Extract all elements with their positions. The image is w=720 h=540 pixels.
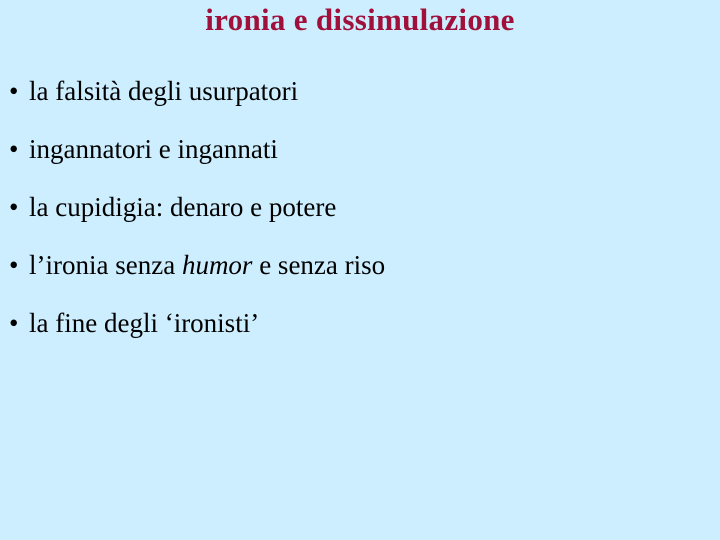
bullet-icon: • [9,76,19,106]
bullet-icon: • [9,250,19,280]
bullet-item [9,131,709,167]
bullet-text: la cupidigia: denaro e potere [29,192,337,222]
bullet-icon: • [9,192,19,222]
bullet-text: ingannatori e ingannati [29,134,278,164]
bullet-item [9,247,709,283]
bullet-text-italic: humor [181,250,253,280]
bullet-icon: • [9,308,19,338]
bullet-icon: • [9,134,19,164]
bullet-text: la fine degli ‘ironisti’ [29,308,260,338]
slide-title: ironia e dissimulazione [205,2,515,37]
bullet-text-after: e senza riso [252,250,386,280]
bullet-text-before: l’ironia senza [29,250,182,280]
bullet-item [9,73,709,109]
bullet-item [9,305,709,341]
bullet-text: la falsità degli usurpatori [29,76,299,106]
bullet-item [9,189,709,225]
